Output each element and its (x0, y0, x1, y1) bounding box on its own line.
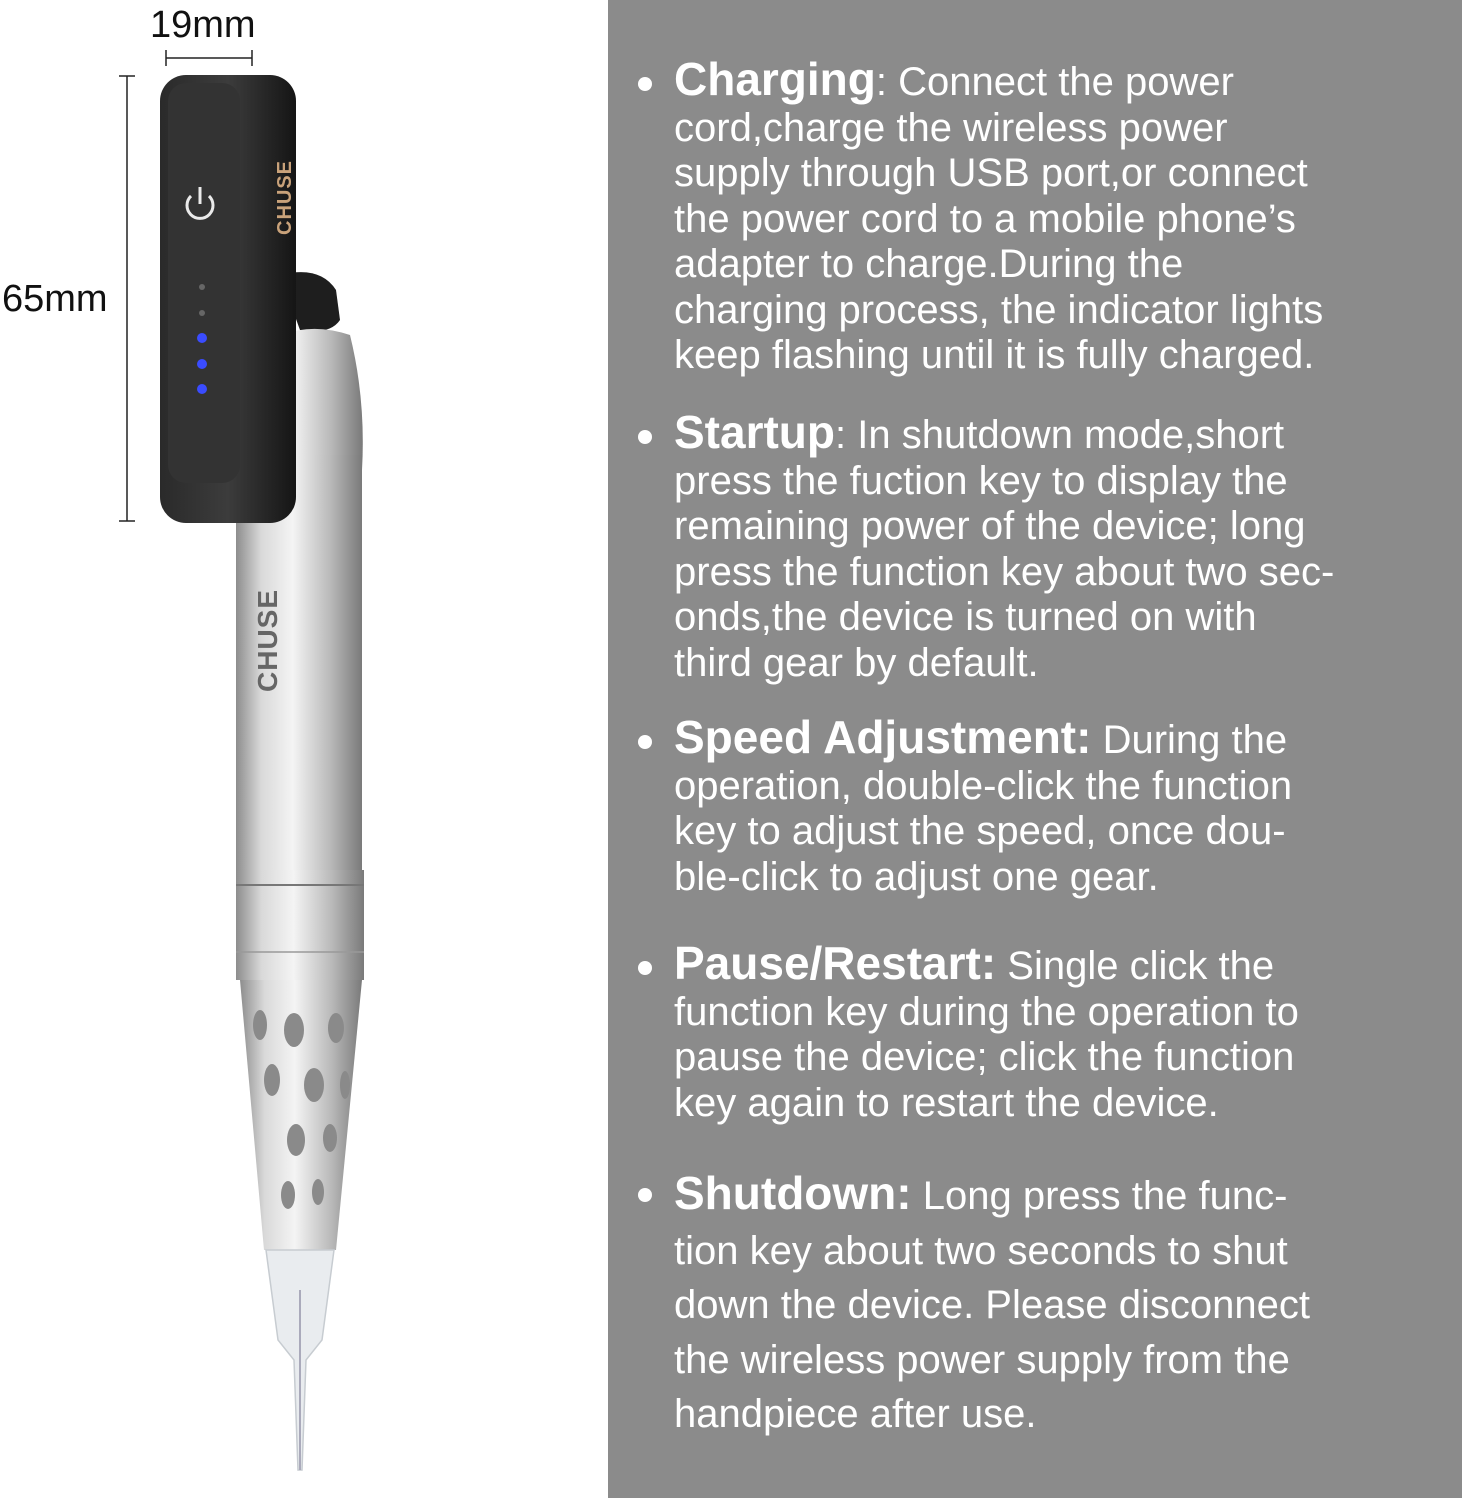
instruction-title: Startup (674, 406, 835, 458)
instruction-separator (912, 1174, 923, 1218)
bullet-icon (638, 430, 652, 444)
instructions-panel (608, 0, 1462, 1498)
instruction-title: Speed Adjustment: (674, 711, 1092, 763)
instruction-separator: : (835, 413, 858, 457)
brand-logo-module: CHUSE (274, 159, 296, 235)
instruction-body: During the operation, double-click the function key to adjust the speed, once dou- ble-click to adjust one gear. (674, 718, 1293, 899)
instruction-title: Shutdown: (674, 1167, 912, 1219)
tattoo-pen-illustration (0, 0, 600, 1500)
brand-logo-body: CHUSE (252, 588, 283, 692)
instruction-separator (1091, 718, 1102, 762)
instruction-body: Single click the function key during the operation to pause the device; click the function key again to restart the device. (674, 944, 1299, 1125)
bullet-icon (638, 735, 652, 749)
instruction-startup (630, 406, 1445, 686)
bullet-icon (638, 1188, 652, 1202)
instruction-separator: : (875, 60, 899, 104)
instruction-body: Connect the power cord,charge the wireless power supply through USB port,or connect the power cord to a mobile phone’s adapter to charge.During the charging process, the indicator lights keep flashing until it is fully charged. (674, 60, 1324, 377)
product-image-area (0, 0, 600, 1500)
height-dimension-line (119, 76, 135, 521)
instruction-pause-restart (630, 937, 1445, 1126)
height-dimension-label: 65mm (2, 278, 108, 320)
instruction-title: Pause/Restart: (674, 937, 997, 989)
width-dimension-label: 19mm (150, 4, 256, 46)
instruction-body: Long press the func- tion key about two seconds to shut down the device. Please disconnect the wireless power supply from the handpiece after use. (674, 1174, 1310, 1436)
instruction-title: Charging (674, 53, 876, 105)
width-dimension-line (166, 50, 252, 66)
instruction-charging (630, 53, 1445, 379)
instruction-separator (996, 944, 1007, 988)
instruction-body: In shutdown mode,short press the fuction key to display the remaining power of the device; long press the function key about two sec- onds,the device is turned on with third gear by default. (674, 413, 1335, 685)
bullet-icon (638, 961, 652, 975)
instruction-speed-adjustment (630, 711, 1445, 900)
instruction-shutdown (630, 1166, 1445, 1442)
bullet-icon (638, 77, 652, 91)
